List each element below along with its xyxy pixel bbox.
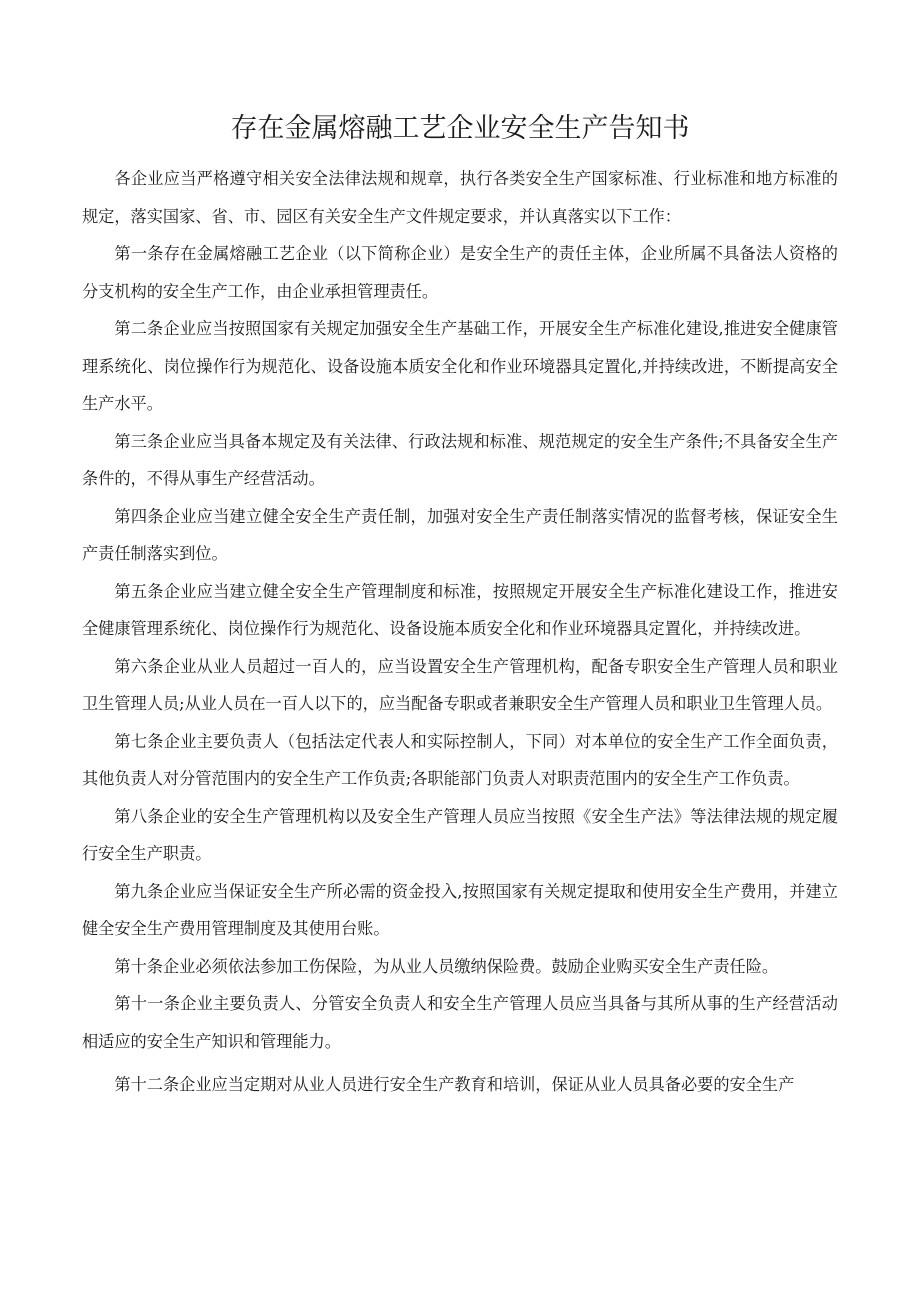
article-11-paragraph: 第十一条企业主要负责人、分管安全负责人和安全生产管理人员应当具备与其所从事的生产经营活动相适应的安全生产知识和管理能力。: [82, 994, 838, 1051]
article-3-paragraph: 第三条企业应当具备本规定及有关法律、行政法规和标准、规范规定的安全生产条件;不具备安全生产条件的，不得从事生产经营活动。: [82, 431, 838, 488]
article-10-paragraph: 第十条企业必须依法参加工伤保险，为从业人员缴纳保险费。鼓励企业购买安全生产责任险。: [114, 956, 779, 976]
article-7-paragraph: 第七条企业主要负责人（包括法定代表人和实际控制人，下同）对本单位的安全生产工作全面负责，其他负责人对分管范围内的安全生产工作负责;各职能部门负责人对职责范围内的安全生产工作负责。: [82, 731, 838, 788]
article-4-paragraph: 第四条企业应当建立健全安全生产责任制，加强对安全生产责任制落实情况的监督考核，保证安全生产责任制落实到位。: [82, 506, 838, 563]
article-1-paragraph: 第一条存在金属熔融工艺企业（以下简称企业）是安全生产的责任主体，企业所属不具备法人资格的分支机构的安全生产工作，由企业承担管理责任。: [82, 244, 838, 301]
article-2-paragraph: 第二条企业应当按照国家有关规定加强安全生产基础工作，开展安全生产标准化建设,推进安全健康管理系统化、岗位操作行为规范化、设备设施本质安全化和作业环境器具定置化,并持续改进，不断提高安全生产水平。: [82, 319, 838, 413]
article-9-paragraph: 第九条企业应当保证安全生产所必需的资金投入,按照国家有关规定提取和使用安全生产费用，并建立健全安全生产费用管理制度及其使用台账。: [82, 881, 838, 938]
intro-paragraph: 各企业应当严格遵守相关安全法律法规和规章，执行各类安全生产国家标准、行业标准和地方标准的规定，落实国家、省、市、园区有关安全生产文件规定要求，并认真落实以下工作：: [82, 169, 838, 226]
article-6-paragraph: 第六条企业从业人员超过一百人的，应当设置安全生产管理机构，配备专职安全生产管理人员和职业卫生管理人员;从业人员在一百人以下的，应当配备专职或者兼职安全生产管理人员和职业卫生管理人员。: [82, 656, 838, 713]
article-12-paragraph: 第十二条企业应当定期对从业人员进行安全生产教育和培训，保证从业人员具备必要的安全生产: [114, 1075, 795, 1094]
article-5-paragraph: 第五条企业应当建立健全安全生产管理制度和标准，按照规定开展安全生产标准化建设工作，推进安全健康管理系统化、岗位操作行为规范化、设备设施本质安全化和作业环境器具定置化，并持续改进。: [82, 581, 838, 638]
document-title: 存在金属熔融工艺企业安全生产告知书: [230, 113, 690, 144]
article-8-paragraph: 第八条企业的安全生产管理机构以及安全生产管理人员应当按照《安全生产法》等法律法规的规定履行安全生产职责。: [82, 806, 838, 863]
